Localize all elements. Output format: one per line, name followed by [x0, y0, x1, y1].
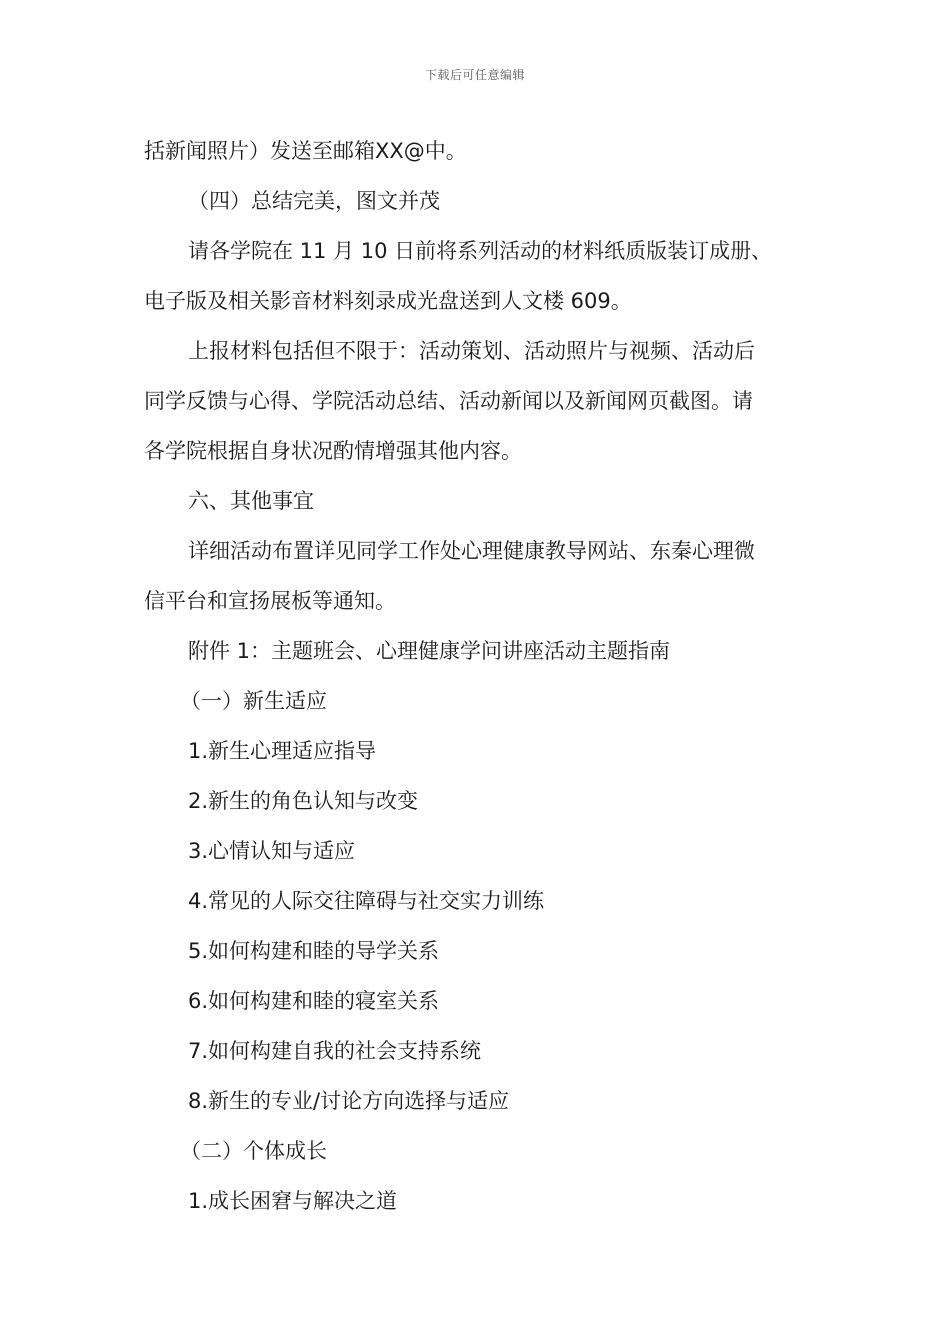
section-heading: 六、其他事宜: [188, 489, 314, 513]
list-item: 1.成长困窘与解决之道: [188, 1189, 398, 1213]
section-heading: （一）新生适应: [180, 689, 327, 713]
list-item: 8.新生的专业/讨论方向选择与适应: [188, 1089, 510, 1113]
list-item: 6.如何构建和睦的寝室关系: [188, 989, 440, 1013]
list-item: 5.如何构建和睦的导学关系: [188, 939, 440, 963]
paragraph-line: 各学院根据自身状况酌情增强其他内容。: [144, 439, 522, 463]
section-heading: （四）总结完美，图文并茂: [188, 189, 440, 213]
paragraph-line: 请各学院在 11 月 10 日前将系列活动的材料纸质版装订成册、: [188, 239, 773, 263]
section-heading: （二）个体成长: [180, 1139, 327, 1163]
paragraph-line: 上报材料包括但不限于：活动策划、活动照片与视频、活动后: [188, 339, 755, 363]
list-item: 2.新生的角色认知与改变: [188, 789, 419, 813]
list-item: 3.心情认知与适应: [188, 839, 356, 863]
list-item: 7.如何构建自我的社会支持系统: [188, 1039, 482, 1063]
paragraph-line: 信平台和宣扬展板等通知。: [144, 589, 396, 613]
paragraph-line: 括新闻照片）发送至邮箱XX@中。: [144, 139, 467, 163]
paragraph-line: 详细活动布置详见同学工作处心理健康教导网站、东秦心理微: [188, 539, 755, 563]
list-item: 4.常见的人际交往障碍与社交实力训练: [188, 889, 545, 913]
list-item: 1.新生心理适应指导: [188, 739, 377, 763]
paragraph-line: 电子版及相关影音材料刻录成光盘送到人文楼 609。: [144, 289, 632, 313]
attachment-title: 附件 1：主题班会、心理健康学问讲座活动主题指南: [188, 639, 671, 663]
page-header: 下载后可任意编辑: [424, 68, 525, 82]
paragraph-line: 同学反馈与心得、学院活动总结、活动新闻以及新闻网页截图。请: [144, 389, 753, 413]
document-body: [144, 126, 810, 1226]
